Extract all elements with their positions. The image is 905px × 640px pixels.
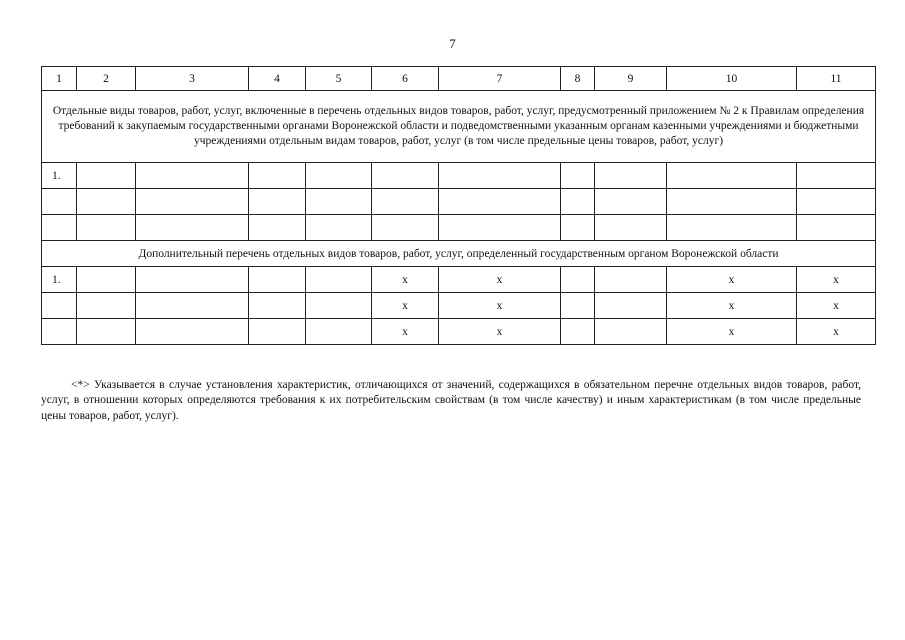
table-cell [595,215,667,241]
table-cell [77,267,136,293]
table-cell [77,319,136,345]
table-cell [249,215,306,241]
table-cell: x [667,267,797,293]
table-cell [42,189,77,215]
column-header: 1 [42,67,77,91]
table-cell [595,267,667,293]
table-cell [667,189,797,215]
table-cell [561,215,595,241]
column-header: 8 [561,67,595,91]
table-cell [595,293,667,319]
table-cell: x [372,293,439,319]
column-header: 3 [136,67,249,91]
table-cell [372,215,439,241]
table-cell [306,189,372,215]
table-cell [667,163,797,189]
table-cell [77,163,136,189]
table-cell [306,215,372,241]
table-cell [136,215,249,241]
column-header: 4 [249,67,306,91]
table-cell [595,163,667,189]
section-heading-row [42,241,876,267]
table-cell [797,189,876,215]
table-cell: x [667,293,797,319]
section-heading-row [42,91,876,163]
table-cell [561,319,595,345]
table-cell [306,293,372,319]
table-cell [797,163,876,189]
table-cell [42,293,77,319]
table-cell: x [372,319,439,345]
table-row [42,319,876,345]
table-cell: x [439,293,561,319]
table-cell [595,319,667,345]
column-header: 9 [595,67,667,91]
table-cell: x [797,293,876,319]
table-cell [136,267,249,293]
table-cell: 1. [42,267,77,293]
table-cell: x [797,267,876,293]
table-cell [136,319,249,345]
table-cell [77,215,136,241]
table-cell [372,189,439,215]
table-cell [249,293,306,319]
table-cell [667,215,797,241]
table-cell [136,163,249,189]
table-cell [77,189,136,215]
table-cell [77,293,136,319]
table-cell [306,267,372,293]
table-cell: x [797,319,876,345]
table-row [42,267,876,293]
table-cell [306,319,372,345]
column-header: 2 [77,67,136,91]
section-2-title: Дополнительный перечень отдельных видов товаров, работ, услуг, определенный государственным органом Воронежской области [42,241,876,267]
requirements-table [41,66,876,345]
table-cell [561,293,595,319]
table-cell [249,267,306,293]
section-1-title: Отдельные виды товаров, работ, услуг, включенные в перечень отдельных видов товаров, работ, услуг, предусмотренный приложением № 2 к Правилам определения требований к закупаемым государственными органами Воронежской области и подведомственными указанным органам казенными учреждениями и бюджетными учреждениями отдельным видам товаров, работ, услуг (в том числе предельные цены товаров, работ, услуг) [42,91,876,163]
table-cell: x [372,267,439,293]
table-cell [249,189,306,215]
table-row [42,189,876,215]
table-cell [439,189,561,215]
table-cell [249,319,306,345]
table-cell [439,215,561,241]
table-row [42,163,876,189]
column-header: 6 [372,67,439,91]
table-cell [306,163,372,189]
table-cell [797,215,876,241]
table-cell [249,163,306,189]
page-number: 7 [449,36,456,51]
table-cell [42,215,77,241]
table-cell [561,163,595,189]
column-header: 10 [667,67,797,91]
column-header: 7 [439,67,561,91]
footnote: <*> Указывается в случае установления характеристик, отличающихся от значений, содержащихся в обязательном перечне отдельных видов товаров, работ, услуг, в отношении которых определяются требования к их потребительским свойствам (в том числе качеству) и иным характеристикам (в том числе предельные цены товаров, работ, услуг). [41,378,861,422]
table-row [42,215,876,241]
column-header: 11 [797,67,876,91]
table-cell [42,319,77,345]
table-cell [372,163,439,189]
table-cell: 1. [42,163,77,189]
table-cell [561,267,595,293]
table-cell: x [439,319,561,345]
table-cell [136,189,249,215]
table-cell [561,189,595,215]
table-cell [439,163,561,189]
table-cell [136,293,249,319]
column-number-row [42,67,876,91]
table-row [42,293,876,319]
table-cell: x [667,319,797,345]
column-header: 5 [306,67,372,91]
table-cell [595,189,667,215]
table-cell: x [439,267,561,293]
